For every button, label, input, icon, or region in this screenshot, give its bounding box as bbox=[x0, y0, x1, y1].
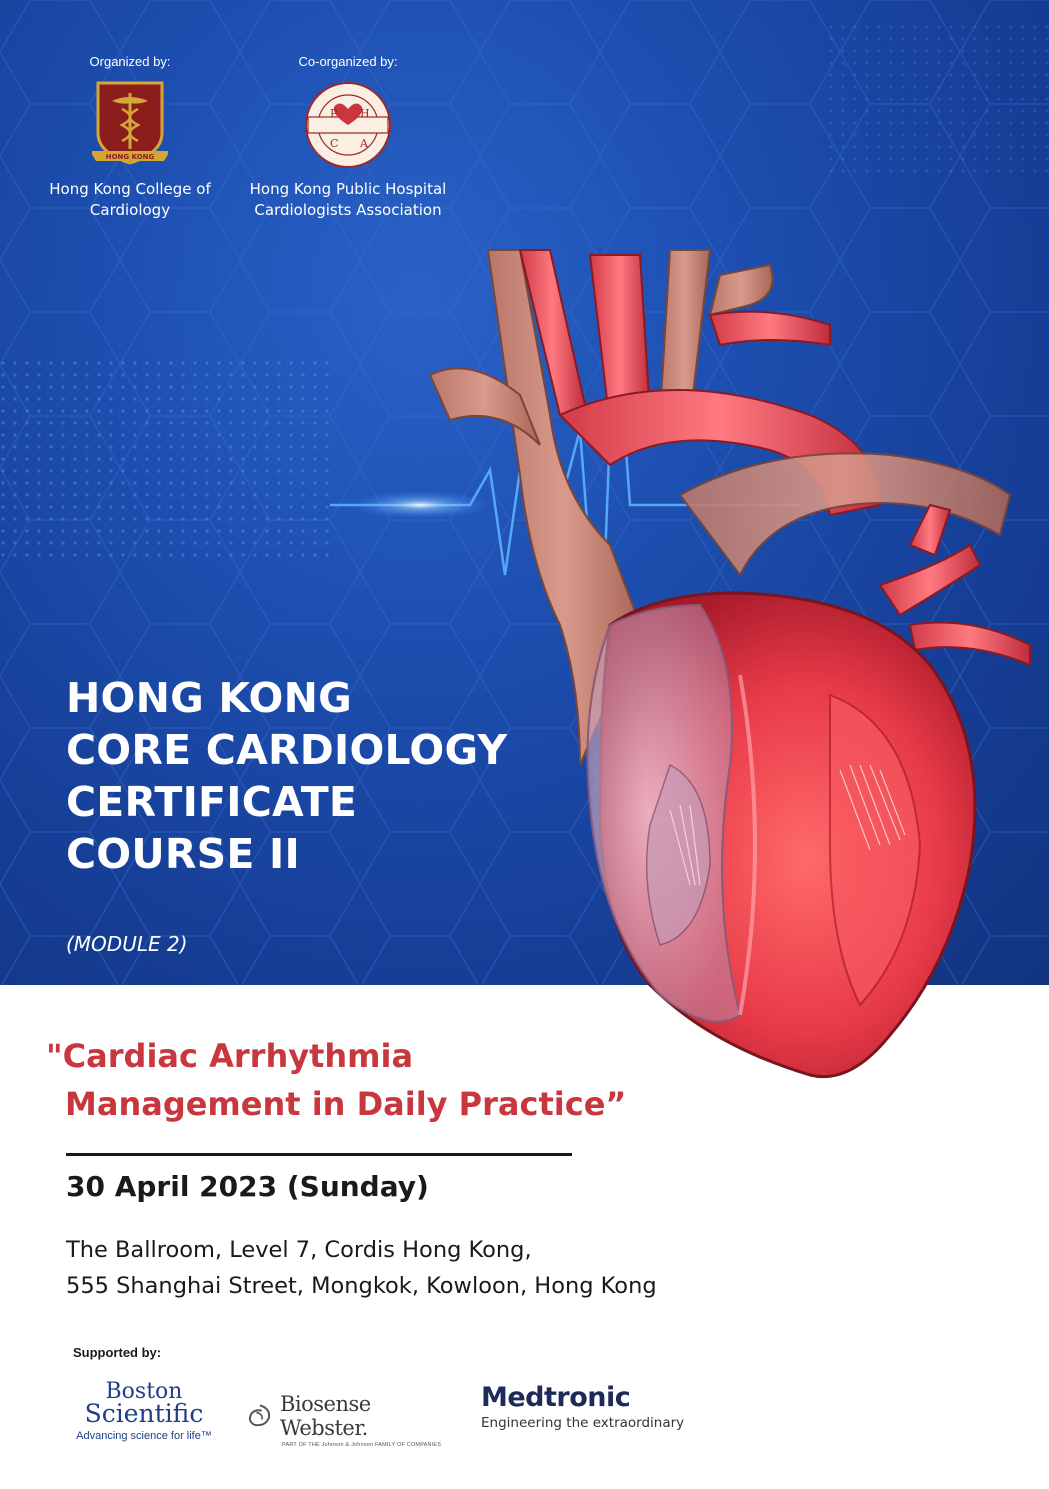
medtronic-tagline: Engineering the extraordinary bbox=[481, 1415, 685, 1431]
crest-badge-text: HONG KONG bbox=[105, 153, 155, 161]
boston-tagline: Advancing science for life™ bbox=[76, 1430, 212, 1442]
biosense-swirl-icon bbox=[244, 1400, 276, 1432]
coorganizer-name-line2: Cardiologists Association bbox=[254, 201, 442, 219]
organizer-name-line1: Hong Kong College of bbox=[49, 180, 211, 198]
medtronic-logo bbox=[481, 1382, 684, 1431]
organized-by-label: Organized by: bbox=[89, 54, 171, 69]
coorganizer-block bbox=[238, 54, 458, 221]
organizer-block bbox=[40, 54, 220, 221]
supported-by-label: Supported by: bbox=[73, 1345, 162, 1360]
biosense-jnj-line: PART OF THE Johnson & Johnson FAMILY OF COMPANIES bbox=[282, 1442, 442, 1448]
course-title-line4: COURSE II bbox=[66, 830, 300, 878]
heart-illustration bbox=[410, 245, 1049, 1100]
boston-scientific-logo bbox=[64, 1379, 224, 1442]
coorganized-by-label: Co-organized by: bbox=[298, 54, 398, 69]
hkphca-seal-icon bbox=[304, 79, 392, 171]
medtronic-name: Medtronic bbox=[481, 1382, 631, 1413]
biosense-name: Biosense Webster. bbox=[279, 1392, 371, 1440]
course-title-line3: CERTIFICATE bbox=[66, 778, 358, 826]
divider-line bbox=[66, 1153, 572, 1156]
course-theme-line2: Management in Daily Practice” bbox=[65, 1085, 627, 1123]
course-theme-line1: "Cardiac Arrhythmia bbox=[46, 1037, 414, 1075]
seal-letter-p: P bbox=[330, 107, 338, 120]
hkcc-crest-icon bbox=[92, 79, 168, 171]
coorganizer-name-line1: Hong Kong Public Hospital bbox=[249, 180, 447, 198]
venue-line2: 555 Shanghai Street, Mongkok, Kowloon, Hong Kong bbox=[66, 1273, 657, 1299]
biosense-webster-logo bbox=[244, 1392, 444, 1448]
event-venue bbox=[66, 1232, 657, 1304]
course-title-line2: CORE CARDIOLOGY bbox=[66, 726, 508, 774]
organizer-name-line2: Cardiology bbox=[89, 201, 171, 219]
module-label: (MODULE 2) bbox=[66, 932, 188, 956]
seal-letter-a: A bbox=[360, 137, 368, 150]
scientific-word: Scientific bbox=[84, 1399, 204, 1428]
seal-letter-c: C bbox=[330, 137, 339, 150]
course-theme bbox=[46, 1032, 626, 1128]
event-date: 30 April 2023 (Sunday) bbox=[66, 1170, 429, 1203]
seal-letter-h: H bbox=[360, 107, 370, 120]
boston-word: Boston bbox=[105, 1379, 183, 1404]
course-title-line1: HONG KONG bbox=[66, 674, 352, 722]
venue-line1: The Ballroom, Level 7, Cordis Hong Kong, bbox=[66, 1237, 532, 1263]
